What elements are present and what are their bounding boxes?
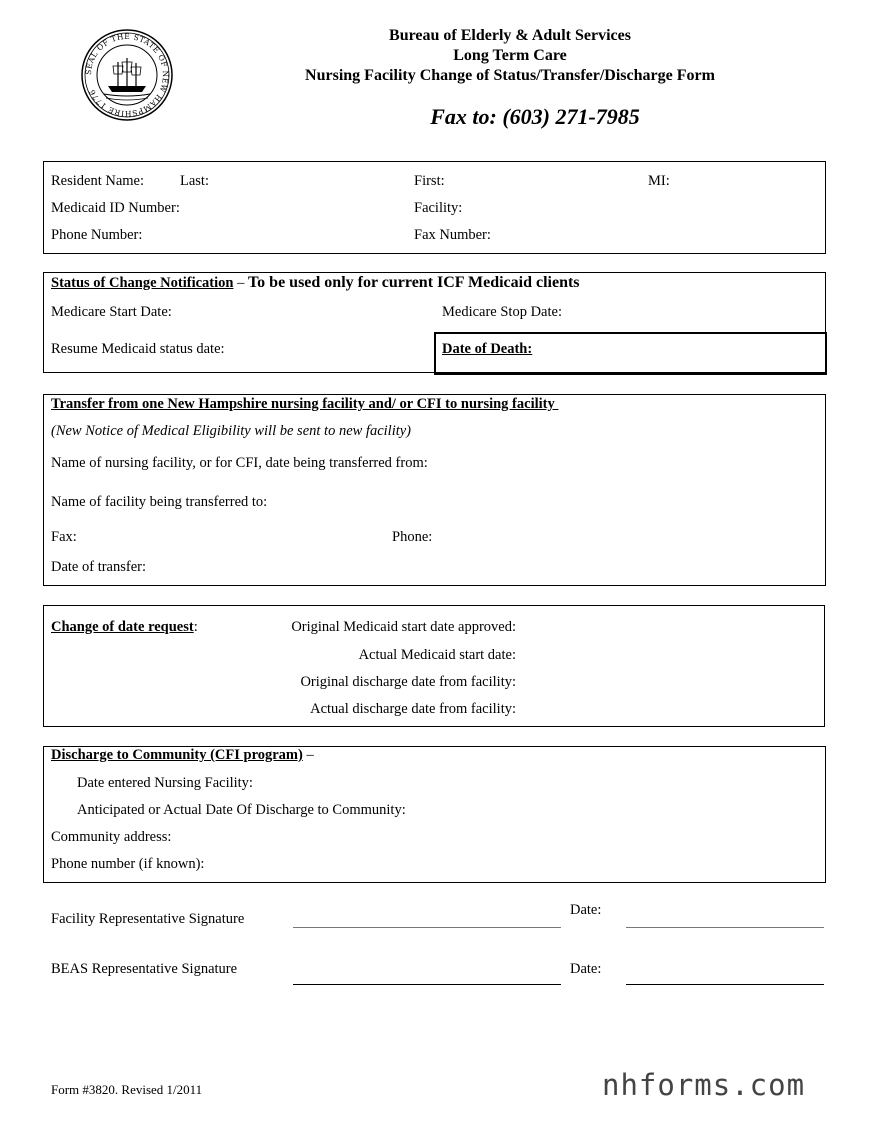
discharge-title-text: Discharge to Community (CFI program) bbox=[51, 747, 303, 763]
community-address-field[interactable]: Community address: bbox=[51, 829, 172, 845]
resume-medicaid-field[interactable]: Resume Medicaid status date: bbox=[51, 341, 225, 357]
header-ltc: Long Term Care bbox=[453, 47, 567, 64]
facility-date-label: Date: bbox=[570, 902, 602, 918]
mi-field[interactable]: MI: bbox=[648, 173, 670, 189]
facility-date-line[interactable] bbox=[626, 927, 824, 928]
status-title bbox=[51, 274, 580, 292]
transfer-title: Transfer from one New Hampshire nursing facility and/ or CFI to nursing facility bbox=[51, 396, 559, 412]
community-phone-field[interactable]: Phone number (if known): bbox=[51, 856, 205, 872]
state-seal-logo bbox=[80, 28, 174, 122]
discharge-dash: – bbox=[302, 747, 314, 763]
change-title-text: Change of date request bbox=[51, 619, 194, 635]
form-number: Form #3820. Revised 1/2011 bbox=[51, 1082, 203, 1097]
watermark: nhforms.com bbox=[602, 1068, 806, 1102]
facility-signature-label: Facility Representative Signature bbox=[51, 911, 245, 927]
transfer-date-field[interactable]: Date of transfer: bbox=[51, 559, 147, 575]
actual-start-field[interactable]: Actual Medicaid start date: bbox=[358, 647, 516, 663]
date-entered-field[interactable]: Date entered Nursing Facility: bbox=[77, 775, 253, 791]
first-name-field[interactable]: First: bbox=[414, 173, 445, 189]
facility-signature-line[interactable] bbox=[293, 927, 561, 928]
status-title-text: Status of Change Notification bbox=[51, 275, 234, 291]
original-discharge-field[interactable]: Original discharge date from facility: bbox=[300, 674, 516, 690]
anticipated-discharge-field[interactable]: Anticipated or Actual Date Of Discharge to Community: bbox=[77, 802, 406, 818]
beas-date-label: Date: bbox=[570, 961, 602, 977]
facility-field[interactable]: Facility: bbox=[414, 200, 463, 216]
header-bureau: Bureau of Elderly & Adult Services bbox=[389, 27, 631, 44]
transfer-fax-field[interactable]: Fax: bbox=[51, 529, 77, 545]
header-form-title: Nursing Facility Change of Status/Transfer/Discharge Form bbox=[305, 67, 715, 84]
status-dash: – bbox=[233, 275, 248, 291]
transfer-phone-field[interactable]: Phone: bbox=[392, 529, 433, 545]
medicare-stop-field[interactable]: Medicare Stop Date: bbox=[442, 304, 562, 320]
date-of-death-field[interactable]: Date of Death: bbox=[442, 341, 533, 357]
beas-signature-line[interactable] bbox=[293, 984, 561, 985]
change-colon: : bbox=[193, 619, 198, 635]
status-subtitle: To be used only for current ICF Medicaid clients bbox=[247, 274, 580, 291]
discharge-title bbox=[51, 747, 314, 764]
original-start-field[interactable]: Original Medicaid start date approved: bbox=[291, 619, 516, 635]
resident-name-label: Resident Name: bbox=[51, 173, 145, 189]
svg-text:SEAL OF THE STATE OF NEW HAMPS: SEAL OF THE STATE OF NEW HAMPSHIRE 1776 bbox=[83, 31, 171, 119]
last-name-field[interactable]: Last: bbox=[180, 173, 209, 189]
medicaid-id-field[interactable]: Medicaid ID Number: bbox=[51, 200, 180, 216]
transfer-note: (New Notice of Medical Eligibility will be sent to new facility) bbox=[51, 423, 412, 439]
fax-number: Fax to: (603) 271-7985 bbox=[430, 104, 640, 129]
transfer-from-field[interactable]: Name of nursing facility, or for CFI, date being transferred from: bbox=[51, 455, 428, 471]
transfer-to-field[interactable]: Name of facility being transferred to: bbox=[51, 494, 268, 510]
phone-number-field[interactable]: Phone Number: bbox=[51, 227, 143, 243]
beas-date-line[interactable] bbox=[626, 984, 824, 985]
medicare-start-field[interactable]: Medicare Start Date: bbox=[51, 304, 172, 320]
beas-signature-label: BEAS Representative Signature bbox=[51, 961, 238, 977]
actual-discharge-field[interactable]: Actual discharge date from facility: bbox=[310, 701, 516, 717]
fax-number-field[interactable]: Fax Number: bbox=[414, 227, 491, 243]
change-title bbox=[51, 619, 198, 636]
